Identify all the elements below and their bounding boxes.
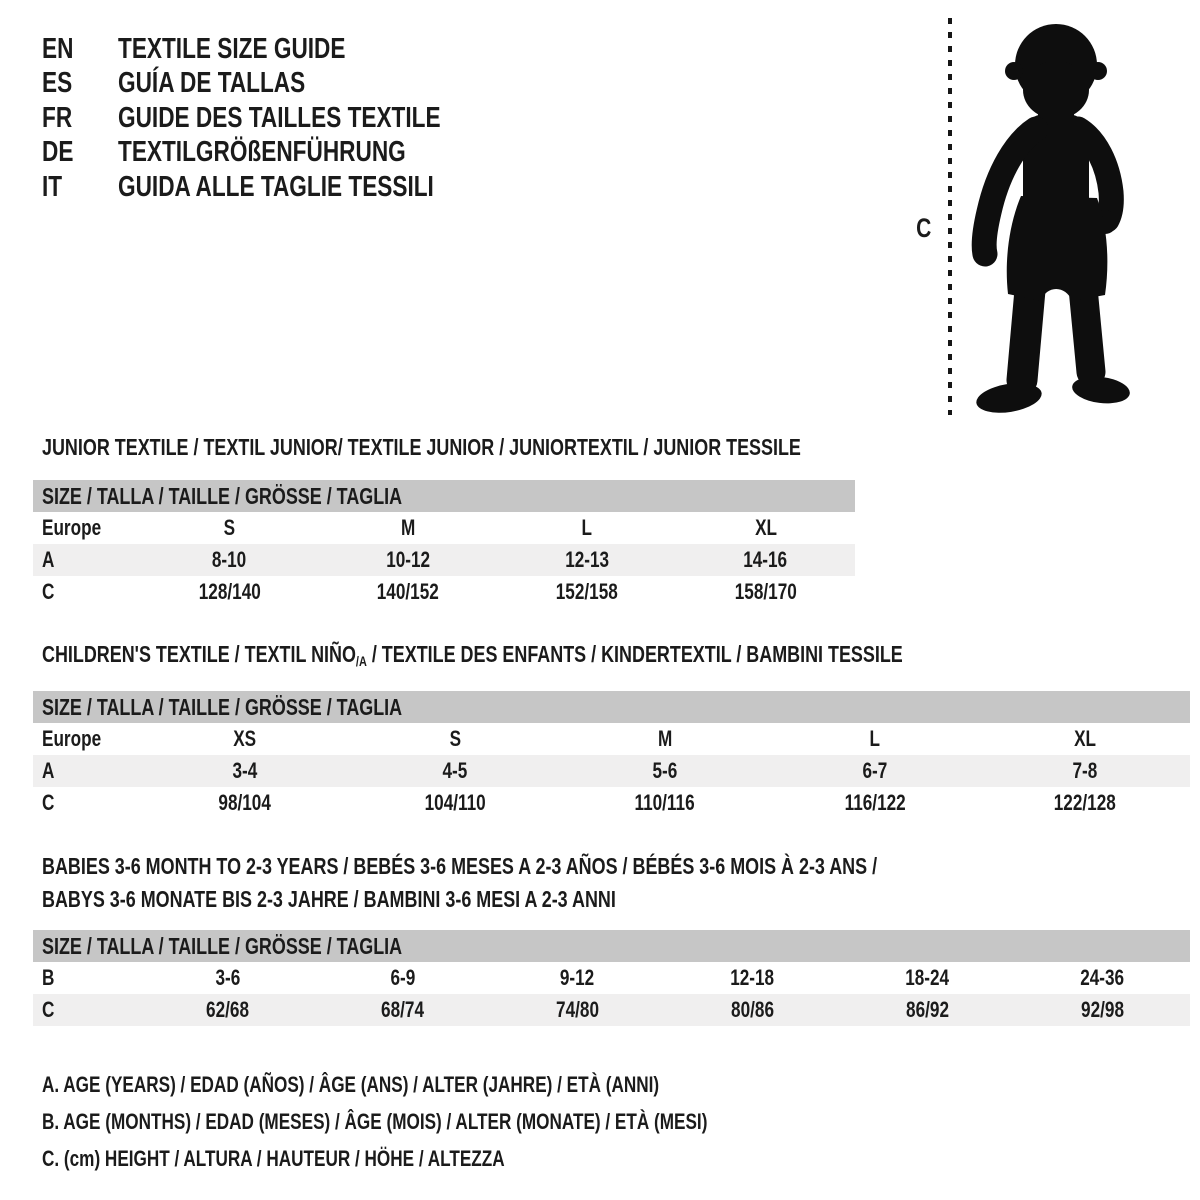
section-title-junior: JUNIOR TEXTILE / TEXTIL JUNIOR/ TEXTILE JUNIOR / JUNIORTEXTIL / JUNIOR TESSILE — [42, 434, 801, 460]
language-row — [42, 136, 532, 171]
size-cell: 74/80 — [556, 997, 599, 1022]
table-row — [33, 755, 1190, 787]
size-header-bar: SIZE / TALLA / TAILLE / GRÖSSE / TAGLIA — [33, 480, 855, 512]
size-cell: 10-12 — [386, 547, 431, 572]
size-cell: 24-36 — [1080, 965, 1125, 990]
size-cell: 12-18 — [730, 965, 775, 990]
title-subscript: /A — [355, 653, 367, 669]
size-cell: 8-10 — [212, 547, 247, 572]
table-row — [33, 723, 1190, 755]
size-cell: S — [223, 515, 236, 540]
figure-height-label: C — [916, 213, 932, 243]
size-cell: 68/74 — [381, 997, 424, 1022]
size-cell: 128/140 — [198, 579, 261, 604]
size-cell: 122/128 — [1053, 790, 1117, 815]
toddler-silhouette — [935, 8, 1165, 426]
size-cell: XS — [233, 726, 257, 751]
language-row — [42, 32, 532, 67]
size-cell: 98/104 — [218, 790, 272, 815]
size-cell: 4-5 — [442, 758, 468, 783]
language-row — [42, 170, 532, 205]
size-cell: M — [657, 726, 673, 751]
junior-size-table — [33, 480, 855, 608]
table-row — [33, 994, 1190, 1026]
row-label: Europe — [42, 515, 102, 540]
table-row — [33, 576, 855, 608]
row-label: A — [42, 758, 55, 783]
row-label: A — [42, 547, 55, 572]
children-size-table — [33, 691, 1190, 819]
section-title-children: CHILDREN'S TEXTILE / TEXTIL $NIÑO_{/A}$ / TEXTILE DES ENFANTS / KINDERTEXTIL / BAMBINI TESSILE — [42, 641, 903, 669]
language-title: GUIDE DES TAILLES TEXTILE — [118, 101, 441, 134]
size-cell: S — [449, 726, 461, 751]
note-line: A. AGE (YEARS) / EDAD (AÑOS) / ÂGE (ANS) / ALTER (JAHRE) / ETÀ (ANNI) — [42, 1071, 660, 1097]
language-title: GUIDA ALLE TAGLIE TESSILI — [118, 170, 434, 203]
language-row — [42, 101, 532, 136]
size-header-bar: SIZE / TALLA / TAILLE / GRÖSSE / TAGLIA — [33, 930, 1190, 962]
babies-size-table — [33, 930, 1190, 1026]
size-cell: 12-13 — [564, 547, 609, 572]
size-cell: 7-8 — [1072, 758, 1098, 783]
language-row — [42, 67, 532, 102]
size-cell: L — [869, 726, 881, 751]
size-cell: M — [400, 515, 416, 540]
size-cell: XL — [754, 515, 777, 540]
size-cell: 140/152 — [377, 579, 440, 604]
size-cell: 3-6 — [215, 965, 240, 990]
section-title-babies: BABIES 3-6 MONTH TO 2-3 YEARS / BEBÉS 3-6 MESES A 2-3 AÑOS / BÉBÉS 3-6 MOIS À 2-3 ANS / BABYS 3-6 MONATE BIS 2-3 JAHRE / BAMBINI 3-6 MESI A 2-3 ANNI — [42, 853, 878, 912]
row-label: Europe — [42, 726, 102, 751]
size-cell: 6-7 — [862, 758, 888, 783]
language-code: IT — [42, 170, 63, 203]
row-label: C — [42, 997, 55, 1022]
language-title: GUÍA DE TALLAS — [118, 67, 306, 100]
row-label: C — [42, 579, 55, 604]
size-cell: 62/68 — [206, 997, 249, 1022]
table-row — [33, 962, 1190, 994]
language-code: ES — [42, 67, 73, 100]
table-row — [33, 512, 855, 544]
size-cell: XL — [1074, 726, 1096, 751]
size-cell: 116/122 — [844, 790, 906, 815]
size-cell: 104/110 — [424, 790, 486, 815]
language-title: TEXTILE SIZE GUIDE — [118, 32, 346, 65]
language-title: TEXTILGRÖßENFÜHRUNG — [118, 136, 406, 169]
row-label: B — [42, 965, 55, 990]
size-cell: 92/98 — [1081, 997, 1124, 1022]
size-cell: L — [581, 515, 593, 540]
row-label: C — [42, 790, 55, 815]
size-cell: 14-16 — [743, 547, 788, 572]
size-cell: 86/92 — [906, 997, 949, 1022]
size-cell: 6-9 — [390, 965, 415, 990]
size-cell: 3-4 — [232, 758, 258, 783]
size-header-bar: SIZE / TALLA / TAILLE / GRÖSSE / TAGLIA — [33, 691, 1190, 723]
size-cell: 158/170 — [734, 579, 797, 604]
size-cell: 152/158 — [555, 579, 618, 604]
note-line: C. (cm) HEIGHT / ALTURA / HAUTEUR / HÖHE / ALTEZZA — [42, 1145, 505, 1171]
legend-notes — [42, 1066, 895, 1177]
size-cell: 110/116 — [634, 790, 696, 815]
language-code: DE — [42, 136, 74, 169]
note-line: B. AGE (MONTHS) / EDAD (MESES) / ÂGE (MOIS) / ALTER (MONATE) / ETÀ (MESI) — [42, 1108, 708, 1134]
size-cell: 5-6 — [652, 758, 678, 783]
language-title-list — [42, 32, 532, 205]
language-code: FR — [42, 101, 73, 134]
size-cell: 18-24 — [905, 965, 950, 990]
table-row — [33, 787, 1190, 819]
size-cell: 80/86 — [731, 997, 774, 1022]
table-row — [33, 544, 855, 576]
language-code: EN — [42, 32, 74, 65]
size-cell: 9-12 — [560, 965, 595, 990]
